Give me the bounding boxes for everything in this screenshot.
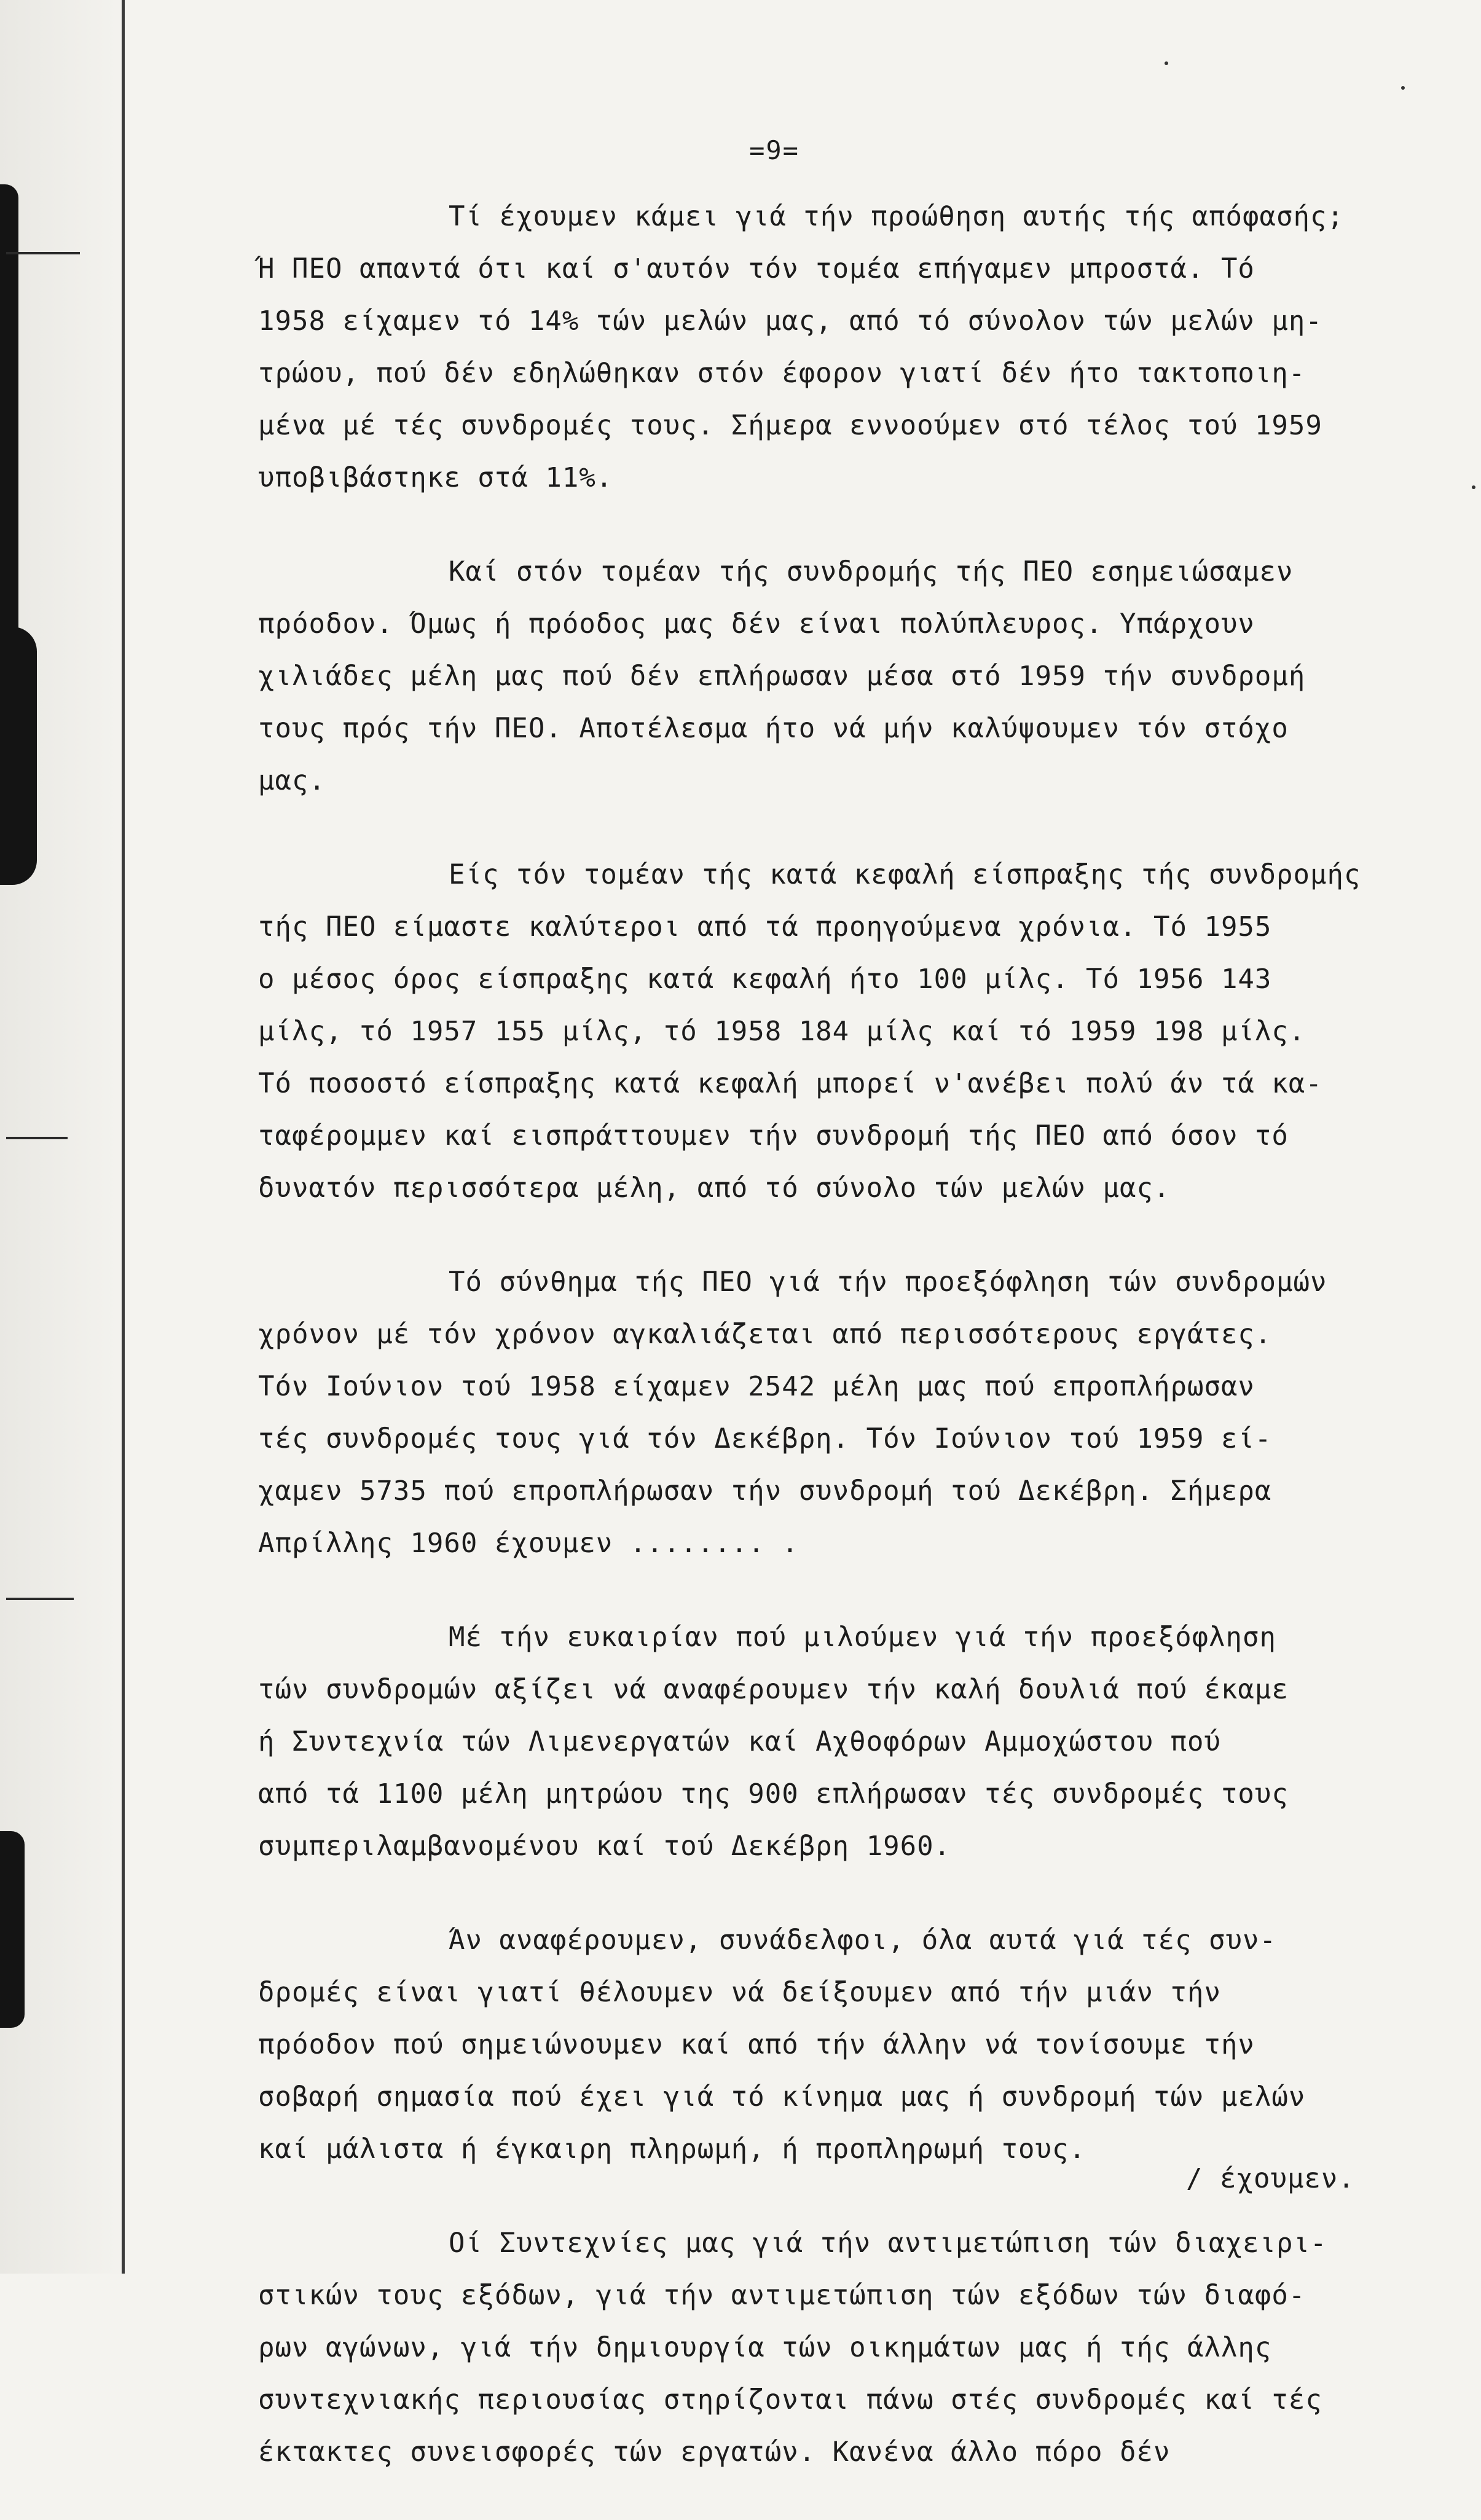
text-line: Καί στόν τομέαν τής συνδρομής τής ΠΕΟ εσημειώσαμεν [449, 556, 1294, 587]
paragraph [258, 2217, 1463, 2478]
text-line: μίλς, τό 1957 155 μίλς, τό 1958 184 μίλς καί τό 1959 198 μίλς. [258, 1016, 1306, 1047]
text-line: ταφέρομμεν καί εισπράττουμεν τήν συνδρομή τής ΠΕΟ από όσον τό [258, 1120, 1289, 1152]
text-line: Τόν Ιούνιον τού 1958 είχαμεν 2542 μέλη μας πού επροπλήρωσαν [258, 1371, 1255, 1402]
paragraph [258, 849, 1463, 1214]
paragraph [258, 1914, 1463, 2175]
text-line: από τά 1100 μέλη μητρώου της 900 επλήρωσαν τές συνδρομές τους [258, 1778, 1289, 1810]
scan-speck [1401, 86, 1405, 90]
text-line: ο μέσος όρος είσπραξης κατά κεφαλή ήτο 100 μίλς. Τό 1956 143 [258, 964, 1272, 995]
text-line: χιλιάδες μέλη μας πού δέν επλήρωσαν μέσα στό 1959 τήν συνδρομή [258, 661, 1306, 692]
paragraph [258, 1256, 1463, 1569]
text-line: τών συνδρομών αξίζει νά αναφέρουμεν τήν καλή δουλιά πού έκαμε [258, 1674, 1289, 1705]
text-line: Οί Συντεχνίες μας γιά τήν αντιμετώπιση τών διαχειρι- [449, 2228, 1327, 2259]
text-line: υποβιβάστηκε στά 11%. [258, 462, 613, 493]
text-line: Τί έχουμεν κάμει γιά τήν προώθηση αυτής τής απόφασής; [449, 201, 1344, 232]
text-line: δρομές είναι γιατί θέλουμεν νά δείξουμεν από τήν μιάν τήν [258, 1977, 1221, 2008]
binding-margin-line [122, 0, 125, 2274]
scan-ink-blot [0, 1831, 25, 2028]
scan-speck [1165, 61, 1168, 65]
text-line: χαμεν 5735 πού επροπλήρωσαν τήν συνδρομή τού Δεκέβρη. Σήμερα [258, 1475, 1272, 1507]
page-continuation: / έχουμεν. [1186, 2163, 1355, 2194]
text-line: τρώου, πού δέν εδηλώθηκαν στόν έφορον γιατί δέν ήτο τακτοποιη- [258, 358, 1306, 389]
text-line: έκτακτες συνεισφορές τών εργατών. Κανένα άλλο πόρο δέν [258, 2436, 1171, 2468]
paragraph [258, 546, 1463, 807]
paragraph [258, 1611, 1463, 1872]
text-line: μας. [258, 765, 326, 796]
scan-mark [6, 1137, 68, 1139]
text-line: δυνατόν περισσότερα μέλη, από τό σύνολο τών μελών μας. [258, 1172, 1171, 1204]
text-line: Άν αναφέρουμεν, συνάδελφοι, όλα αυτά γιά τές συν- [449, 1925, 1277, 1956]
text-line: Τό ποσοστό είσπραξης κατά κεφαλή μπορεί ν'ανέβει πολύ άν τά κα- [258, 1068, 1322, 1099]
page-number: =9= [749, 135, 799, 165]
text-line: σοβαρή σημασία πού έχει γιά τό κίνημα μας ή συνδρομή τών μελών [258, 2081, 1306, 2113]
text-line: Ή ΠΕΟ απαντά ότι καί σ'αυτόν τόν τομέα επήγαμεν μπροστά. Τό [258, 253, 1255, 285]
text-line: ή Συντεχνία τών Λιμενεργατών καί Αχθοφόρων Αμμοχώστου πού [258, 1726, 1221, 1757]
text-line: τους πρός τήν ΠΕΟ. Αποτέλεσμα ήτο νά μήν καλύψουμεν τόν στόχο [258, 713, 1289, 744]
text-line: στικών τους εξόδων, γιά τήν αντιμετώπιση τών εξόδων τών διαφό- [258, 2280, 1306, 2311]
text-line: καί μάλιστα ή έγκαιρη πληρωμή, ή προπληρωμή τους. [258, 2133, 1086, 2165]
text-line: μένα μέ τές συνδρομές τους. Σήμερα εννοούμεν στό τέλος τού 1959 [258, 410, 1322, 441]
text-line: συμπεριλαμβανομένου καί τού Δεκέβρη 1960. [258, 1831, 951, 1862]
text-line: Είς τόν τομέαν τής κατά κεφαλή είσπραξης τής συνδρομής [449, 859, 1361, 890]
text-line: Μέ τήν ευκαιρίαν πού μιλούμεν γιά τήν προεξόφληση [449, 1622, 1277, 1653]
scan-ink-blot [0, 627, 37, 885]
text-line: Τό σύνθημα τής ΠΕΟ γιά τήν προεξόφληση τών συνδρομών [449, 1266, 1327, 1298]
scan-mark [6, 1598, 74, 1600]
text-line: πρόοδον. Όμως ή πρόοδος μας δέν είναι πολύπλευρος. Υπάρχουν [258, 608, 1255, 640]
scan-speck [1472, 485, 1475, 489]
text-line: τές συνδρομές τους γιά τόν Δεκέβρη. Τόν Ιούνιον τού 1959 εί- [258, 1423, 1272, 1454]
text-line: χρόνον μέ τόν χρόνον αγκαλιάζεται από περισσότερους εργάτες. [258, 1319, 1272, 1350]
text-line: 1958 είχαμεν τό 14% τών μελών μας, από τό σύνολον τών μελών μη- [258, 305, 1322, 337]
text-line: πρόοδον πού σημειώνουμεν καί από τήν άλλην νά τονίσουμε τήν [258, 2029, 1255, 2060]
text-line: ρων αγώνων, γιά τήν δημιουργία τών οικημάτων μας ή τής άλλης [258, 2332, 1272, 2363]
text-line: Απρίλλης 1960 έχουμεν ........ . [258, 1528, 799, 1559]
scan-mark [6, 252, 80, 254]
paragraph [258, 190, 1463, 504]
text-line: τής ΠΕΟ είμαστε καλύτεροι από τά προηγούμενα χρόνια. Τό 1955 [258, 911, 1272, 943]
text-line: συντεχνιακής περιουσίας στηρίζονται πάνω στές συνδρομές καί τές [258, 2384, 1322, 2416]
